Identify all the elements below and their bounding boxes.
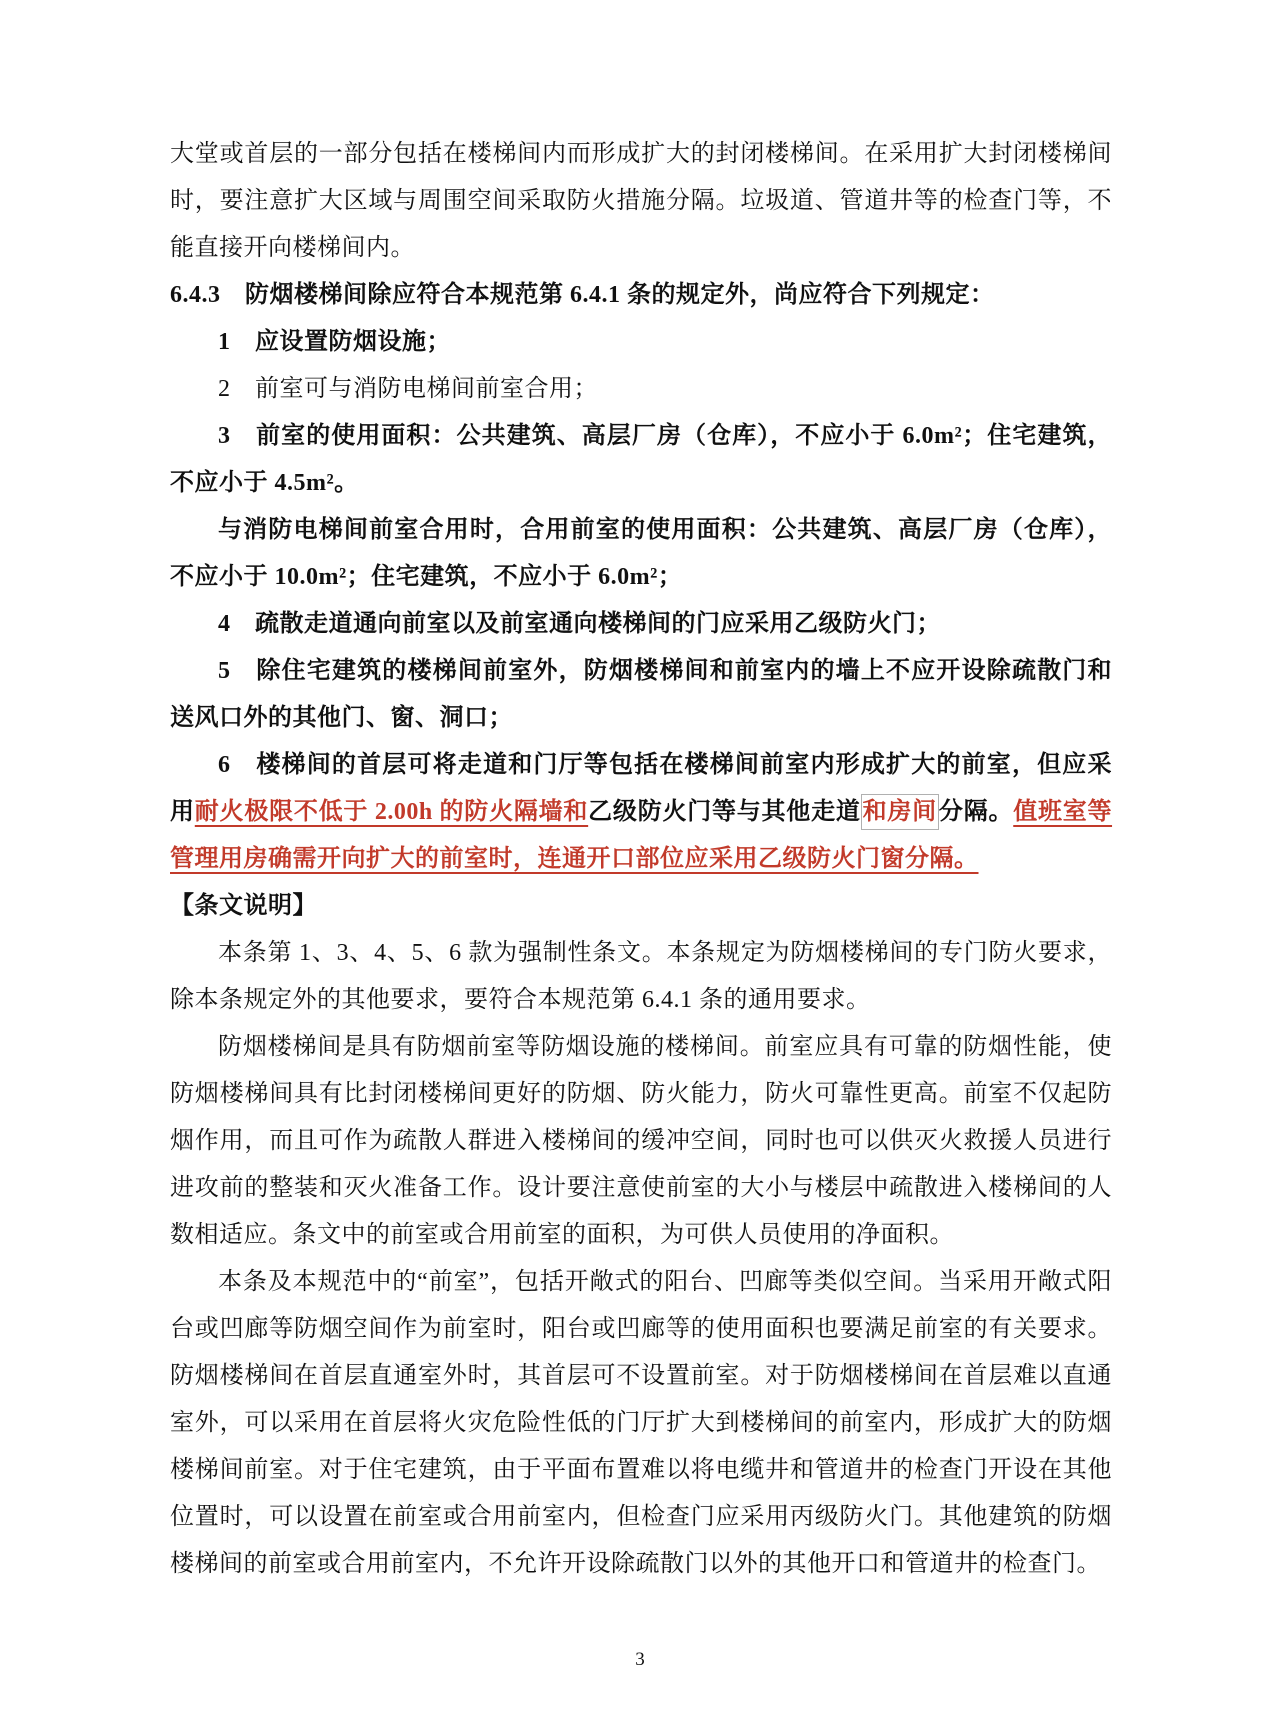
clause-item-2 <box>170 366 1112 413</box>
text-segment: 【条文说明】 <box>170 893 317 919</box>
para-continuation-6-4-2 <box>170 131 1112 272</box>
text-segment: 与消防电梯间前室合用时，合用前室的使用面积：公共建筑、高层厂房（仓库），不应小于 10.0m²；住宅建筑，不应小于 6.0m²； <box>170 517 1112 590</box>
text-segment: 本条第 1、3、4、5、6 款为强制性条文。本条规定为防烟楼梯间的专门防火要求，除本条规定外的其他要求，要符合本规范第 6.4.1 条的通用要求。 <box>170 940 1112 1013</box>
revision-segment-red-underline: 值班室等管理用房确需开向扩大的前室时，连通开口部位应采用乙级防火门窗分隔。 <box>170 799 1113 872</box>
text-segment: 6 楼梯间的首层可将走道和门厅等包括在楼梯间前室内形成扩大的前室，但应采用 <box>170 752 1112 825</box>
text-segment: 本条及本规范中的“前室”，包括开敞式的阳台、凹廊等类似空间。当采用开敞式阳台或凹廊等防烟空间作为前室时，阳台或凹廊等的使用面积也要满足前室的有关要求。防烟楼梯间在首层直通室外时，其首层可不设置前室。对于防烟楼梯间在首层难以直通室外，可以采用在首层将火灾危险性低的门厅扩大到楼梯间的前室内，形成扩大的防烟楼梯间前室。对于住宅建筑，由于平面布置难以将电缆井和管道井的检查门开设在其他位置时，可以设置在前室或合用前室内，但检查门应采用丙级防火门。其他建筑的防烟楼梯间的前室或合用前室内，不允许开设除疏散门以外的其他开口和管道井的检查门。 <box>170 1269 1112 1577</box>
text-segment: 4 疏散走道通向前室以及前室通向楼梯间的门应采用乙级防火门； <box>218 611 941 637</box>
clause-item-1 <box>170 319 1112 366</box>
revision-segment-red-box: 和房间 <box>861 794 939 830</box>
text-segment: 1 应设置防烟设施； <box>218 329 451 355</box>
explanation-para-3 <box>170 1259 1112 1588</box>
clause-item-3 <box>170 413 1112 507</box>
clause-item-6 <box>170 742 1112 883</box>
explanation-para-2 <box>170 1024 1112 1259</box>
clause-6-4-3-heading <box>170 272 1112 319</box>
revision-segment-red-underline: 耐火极限不低于 2.00h 的防火隔墙和 <box>194 799 589 825</box>
clause-item-5 <box>170 648 1112 742</box>
text-segment: 6.4.3 防烟楼梯间除应符合本规范第 6.4.1 条的规定外，尚应符合下列规定： <box>170 282 995 308</box>
explanation-para-1 <box>170 930 1112 1024</box>
text-segment: 3 前室的使用面积：公共建筑、高层厂房（仓库），不应小于 6.0m²；住宅建筑，不应小于 4.5m²。 <box>170 423 1112 496</box>
document-body <box>170 131 1112 1588</box>
text-segment: 分隔。 <box>938 799 1014 825</box>
text-segment: 防烟楼梯间是具有防烟前室等防烟设施的楼梯间。前室应具有可靠的防烟性能，使防烟楼梯间具有比封闭楼梯间更好的防烟、防火能力，防火可靠性更高。前室不仅起防烟作用，而且可作为疏散人群进入楼梯间的缓冲空间，同时也可以供灭火救援人员进行进攻前的整装和灭火准备工作。设计要注意使前室的大小与楼层中疏散进入楼梯间的人数相适应。条文中的前室或合用前室的面积，为可供人员使用的净面积。 <box>170 1034 1112 1248</box>
clause-item-4 <box>170 601 1112 648</box>
text-segment: 5 除住宅建筑的楼梯间前室外，防烟楼梯间和前室内的墙上不应开设除疏散门和送风口外的其他门、窗、洞口； <box>170 658 1112 731</box>
text-segment: 乙级防火门等与其他走道 <box>588 799 861 825</box>
text-segment: 大堂或首层的一部分包括在楼梯间内而形成扩大的封闭楼梯间。在采用扩大封闭楼梯间时，要注意扩大区域与周围空间采取防火措施分隔。垃圾道、管道井等的检查门等，不能直接开向楼梯间内。 <box>170 141 1112 261</box>
text-segment: 2 前室可与消防电梯间前室合用； <box>218 376 598 402</box>
explanation-heading <box>170 883 1112 930</box>
page-footer <box>0 1648 1280 1672</box>
clause-item-3-supplement <box>170 507 1112 601</box>
page-number: 3 <box>635 1649 645 1670</box>
